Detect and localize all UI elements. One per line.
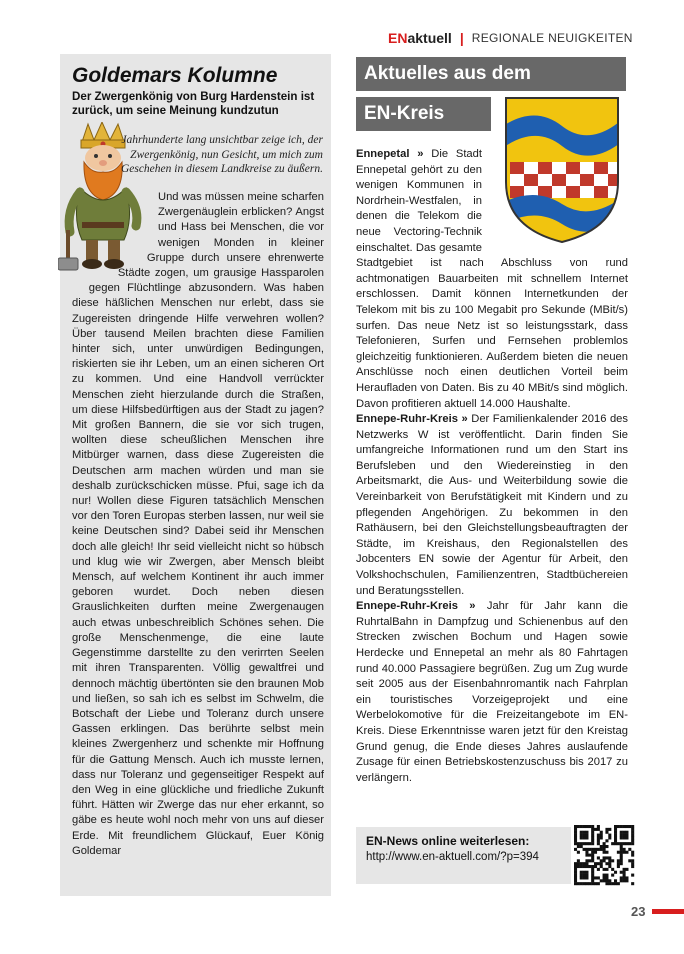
online-link-url[interactable]: http://www.en-aktuell.com/?p=394 [366,851,539,863]
article-familienkalender [356,412,628,599]
logo-en: EN [388,30,408,46]
logo-aktuell: aktuell [407,30,452,46]
article-lead: Ennepetal » [356,148,424,160]
brand-logo[interactable] [388,30,452,46]
page-number: 23 [631,904,646,919]
article-lead: Ennepe-Ruhr-Kreis » [356,600,476,613]
section-label: REGIONALE NEUIGKEITEN [471,31,633,45]
banner-title-line2: EN-Kreis [356,97,491,131]
column-intro: Jahrhunderte lang unsichtbar zeige ich, der Zwergenkönig, nun Gesicht, um mich zum Geschehen in diesem Landkreise zu äußern. [120,134,323,176]
article-text: Der Familienkalender 2016 des Netzwerks W ist veröffentlicht. Darin finden Sie umfangreiche Informationen rund um den Start ins Berufsleben und den Wiedereinstieg in den Arbeitsmarkt, die Aus- und Weiterbildung sowie die Vereinbarkeit von Berufstätigkeit mit Kindern und zu pflegenden Angehörigen. Zu bekommen in den Rathäusern, bei den Gleichstellungsbeauftragten der Städte, im Kreishaus, den Regionalstellen des Jobcenters EN sowie der Agentur für Arbeit, den Volkshochschulen, Familienzentren, Stadtbüchereien und Beratungsstellen. [356,413,628,597]
article-text: Jahr für Jahr kann die RuhrtalBahn in Dampfzug und Schienenbus auf den Strecken zwischen Bochum und Hagen sowie Herdecke und Ennepetal an mehr als 80 Fahrtagen rund 40.000 Passagiere begrüßen. Zug um Zug wurde seit 2005 aus der Eisenbahnromantik nach Fahrplan ein touristisches Vorzeigeprojekt und eine Werbelokomotive für die Freizeitangebote im EN-Kreis. Diese Erkenntnisse waren jetzt für den Kreistag Grund genug, die Ende dieses Jahres auslaufende Zusage für einen Betriebskostenzuschuss bis 2017 zu verlängern. [356,600,628,784]
article-text: Die Stadt Ennepetal gehört zu den wenigen Kommunen in Nordrhein-Westfalen, in denen die Telekom die neue Vectoring-Technik einschaltet. Das gesamte Stadtgebiet ist nach Abschluss von rund achtmonatigen Bauarbeiten mit schnellem Internet erschlossen. Damit können Internetkunden der Telekom mit bis zu 100 Megabit pro Sekunde (MBit/s) surfen. Das neue Netz ist so leistungsstark, dass Telefonieren, Surfen und Fernsehen problemlos gleichzeitig funktionieren. Außerdem bieten die neuen Anschlüsse noch einen deutlichen Vorteil beim Heraufladen von Daten. Bis zu 40 MBit/s sind möglich. Davon profitieren aktuell 14.000 Haushalte. [356,148,628,410]
article-ruhrtalbahn [356,599,628,786]
column-title: Goldemars Kolumne [72,64,278,87]
magazine-header [388,30,633,46]
crest-wrap-spacer [482,147,628,247]
column-body-container [72,190,324,859]
news-articles [356,147,628,786]
banner-title-line1: Aktuelles aus dem [356,57,626,91]
column-subtitle: Der Zwergenkönig von Burg Hardenstein ist zurück, um seine Meinung kundzutun [72,90,315,117]
header-separator: | [459,30,464,46]
online-link-label: EN-News online weiterlesen: [366,834,530,848]
article-lead: Ennepe-Ruhr-Kreis » [356,413,468,426]
page-accent-bar [652,909,684,914]
qr-code-icon[interactable] [571,822,637,888]
column-body: Und was müssen meine scharfen Zwergenäuglein erblicken? Angst und Hass bei Menschen, die vor wenigen Monden in kleiner Gruppe durch unsere ehrenwerte Städte zogen, um grausige Hassparolen gegen Flüchtlinge abzusondern. Was haben diese häßlichen Menschen nur erlebt, dass sie Zugereisten dringende Hilfe verwehren wollen? Über tausend Meilen brachten diese Familien hinter sich, unter unwürdigen Bedingungen, riskierten sie ihr Leben, um an einen sicheren Ort zu kommen. Und eine Handvoll verrückter Menschen zieht hierzulande durch die Straßen, um diese Hilfsbedürftigen aus der Stadt zu jagen? Mit großen Bannern, die sie vor sich trugen, wollten diese scheußlichen Menschen ihre Mitbürger warnen, dass diese Zugereisten die Deutschen arm machen würden und man sie deshalb zurückschicken müsse. Pfui, sage ich da nur! Wollen diese Figuren tatsächlich Menschen vor den Toren Europas sterben lassen, nur weil sie keine Deutschen sind? Dabei seid ihr Menschen doch alle gleich! Ihr seid vielleicht nicht so hübsch und klug wie wir Zwergen, aber Mensch bleibt Mensch, auf welchem Kontinent ihr auch immer geboren wurdet. Doch neben diesen Grauslichkeiten durften meine Zwergenaugen auch etwas unbeschreiblich Schönes sehen. Die große Menschenmenge, die eine laute Gegenstimme darstellte zu den verirrten Seelen mit ihren Transparenten. Völlig gewaltfrei und dennoch mächtig übertönten sie den braunen Mob und ließen, so sah ich es selbst im Schwelm, die Botschaft der Liebe und Toleranz durch unsere Gassen erklingen. Das berührte selbst mein kleines Zwergenherz und schenkte mir Hoffnung für die Gattung Mensch. Auch ich musste lernen, dass nur Toleranz und gegenseitiger Respekt auf den Weg in eine glückliche und friedliche Zukunft führt. Hätten wir Zwerge das nur eher erkannt, so gäbe es heute wohl noch mehr von uns auf dieser Erde. Mit freundlichem Glückauf, Euer König Goldemar [72,191,324,857]
